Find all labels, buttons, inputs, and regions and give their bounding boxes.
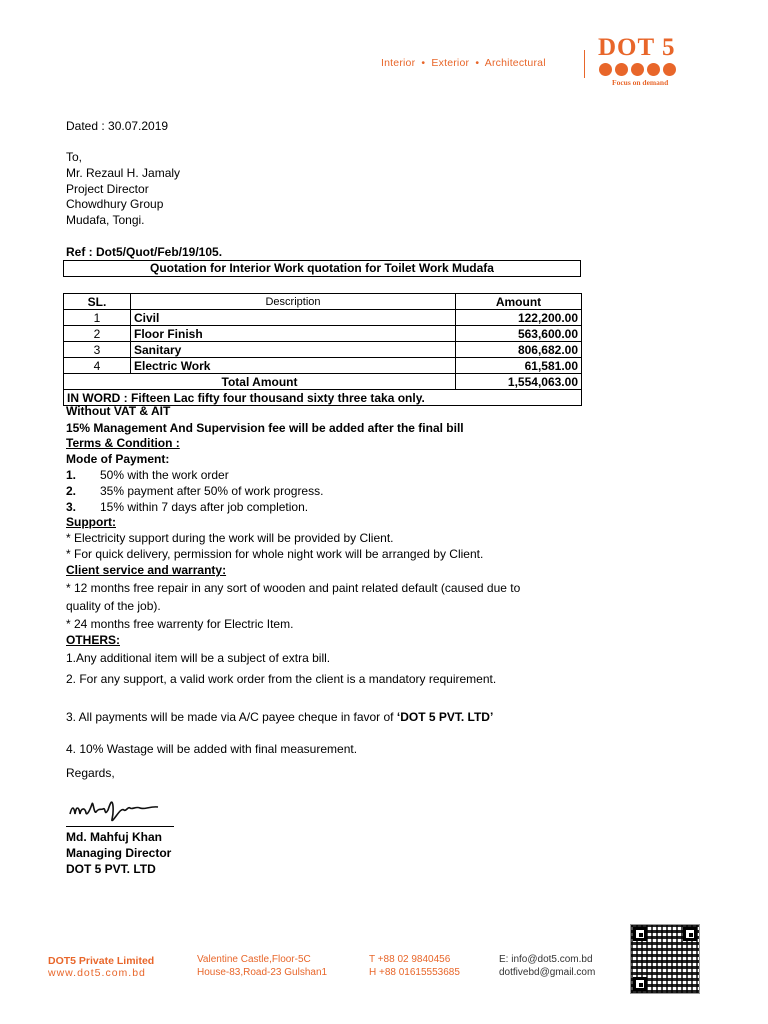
row-amount: 61,581.00 [456,358,582,374]
footer-phone-2: H +88 01615553685 [369,967,460,978]
others-item: 1.Any additional item will be a subject of extra bill. [66,651,331,665]
support-item: * For quick delivery, permission for whole night work will be arranged by Client. [66,547,484,561]
logo-dot [631,63,644,76]
footer-address-2: House-83,Road-23 Gulshan1 [197,967,328,978]
items-table [63,293,582,406]
header-amount: Amount [456,294,582,310]
others-heading: OTHERS: [66,633,120,647]
qr-finder-corner [633,977,647,991]
header-tagline [381,57,546,69]
total-label: Total Amount [64,374,456,390]
row-description: Sanitary [131,342,456,358]
others-item [66,710,493,725]
terms-heading: Terms & Condition : [66,436,180,450]
row-sl: 2 [64,326,131,342]
signature-line [66,826,174,827]
qr-finder-corner [633,927,647,941]
row-description: Floor Finish [131,326,456,342]
tagline-exterior: Exterior [431,57,470,69]
management-fee: 15% Management And Supervision fee will be added after the final bill [66,421,464,435]
warranty-item: * 12 months free repair in any sort of wooden and paint related default (caused due to [66,581,521,595]
payment-num: 3. [66,500,77,514]
warranty-item: * 24 months free warrenty for Electric Item. [66,617,294,631]
quotation-title: Quotation for Interior Work quotation for Toilet Work Mudafa [63,260,581,277]
others-3-text: 3. All payments will be made via A/C payee cheque in favor of [66,710,397,724]
payment-text: 50% with the work order [100,468,229,482]
row-description: Civil [131,310,456,326]
total-row [64,374,582,390]
support-item: * Electricity support during the work will be provided by Client. [66,531,394,545]
footer-website[interactable]: www.dot5.com.bd [48,967,146,979]
in-word: IN WORD : Fifteen Lac fifty four thousand sixty three taka only. [64,390,582,406]
payment-mode-heading: Mode of Payment: [66,452,170,466]
total-value: 1,554,063.00 [456,374,582,390]
to-line: Mudafa, Tongi. [66,213,145,227]
date: Dated : 30.07.2019 [66,119,169,133]
others-item: 2. For any support, a valid work order from the client is a mandatory requirement. [66,672,497,686]
others-item: 4. 10% Wastage will be added with final measurement. [66,742,358,756]
header-divider [584,50,585,78]
logo-dot [647,63,660,76]
payment-item [66,468,229,483]
table-row [64,326,582,342]
tagline-separator: • [475,57,480,69]
footer-company: DOT5 Private Limited [48,955,155,967]
to-line: Chowdhury Group [66,197,164,211]
payment-text: 35% payment after 50% of work progress. [100,484,324,498]
without-vat: Without VAT & AIT [66,404,171,418]
header-description: Description [131,294,456,310]
qr-code [630,924,700,994]
footer-address-1: Valentine Castle,Floor-5C [197,954,311,965]
table-row [64,310,582,326]
regards: Regards, [66,766,115,780]
signature-image [66,792,166,826]
to-line: Mr. Rezaul H. Jamaly [66,166,181,180]
logo-title: DOT 5 [598,34,676,61]
to-salutation: To, [66,150,83,164]
payment-text: 15% within 7 days after job completion. [100,500,309,514]
logo-dot [615,63,628,76]
signatory-name: Md. Mahfuj Khan [66,830,162,844]
logo-subtitle: Focus on demand [612,78,669,87]
tagline-interior: Interior [381,57,416,69]
others-3-payee: ‘DOT 5 PVT. LTD’ [396,710,494,724]
row-amount: 806,682.00 [456,342,582,358]
to-line: Project Director [66,182,149,196]
tagline-architectural: Architectural [484,57,546,69]
table-row [64,358,582,374]
table-row [64,342,582,358]
logo-dots [599,63,676,76]
payment-item [66,484,323,499]
row-amount: 122,200.00 [456,310,582,326]
payment-item [66,500,308,515]
support-heading: Support: [66,515,116,529]
warranty-heading: Client service and warranty: [66,563,227,577]
row-description: Electric Work [131,358,456,374]
footer-email-2[interactable]: dotfivebd@gmail.com [499,967,596,978]
signatory-title: Managing Director [66,846,172,860]
reference: Ref : Dot5/Quot/Feb/19/105. [66,245,223,259]
logo-dot [663,63,676,76]
qr-finder-corner [683,927,697,941]
row-sl: 1 [64,310,131,326]
footer-email-1[interactable]: E: info@dot5.com.bd [499,954,593,965]
footer-phone-1: T +88 02 9840456 [369,954,451,965]
header-sl: SL. [64,294,131,310]
payment-num: 2. [66,484,77,498]
payment-num: 1. [66,468,77,482]
table-header-row [64,294,582,310]
tagline-separator: • [421,57,426,69]
row-amount: 563,600.00 [456,326,582,342]
signatory-company: DOT 5 PVT. LTD [66,862,156,876]
logo-dot [599,63,612,76]
row-sl: 3 [64,342,131,358]
warranty-item: quality of the job). [66,599,161,613]
row-sl: 4 [64,358,131,374]
